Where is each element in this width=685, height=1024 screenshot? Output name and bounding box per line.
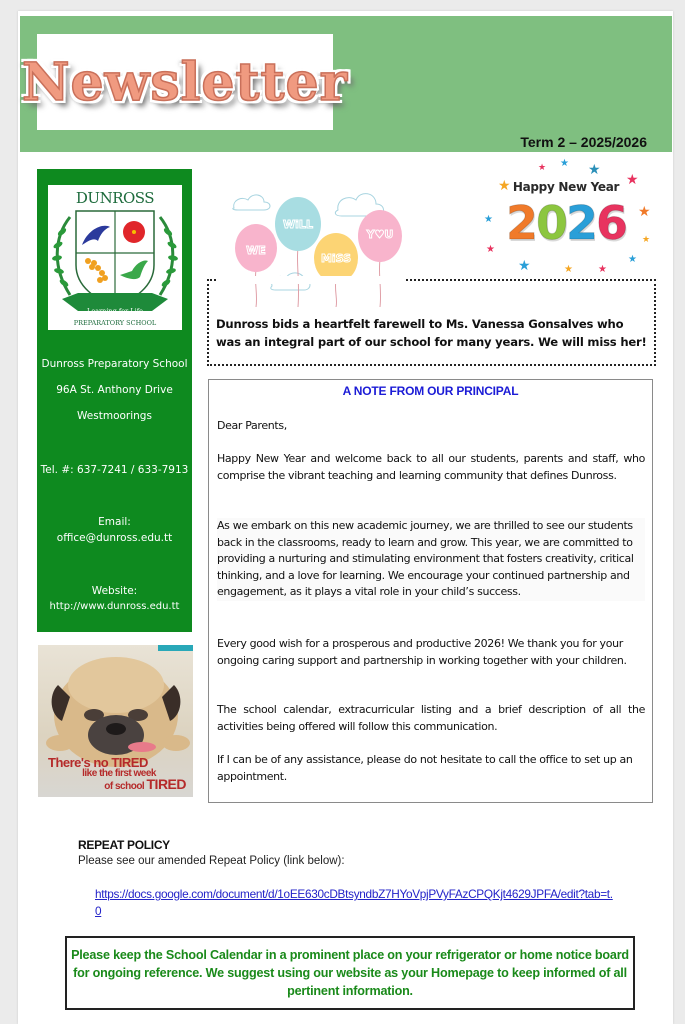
svg-text:★: ★ xyxy=(498,178,511,194)
balloon-word-2: WiLL xyxy=(283,218,313,231)
svg-text:★: ★ xyxy=(598,264,607,275)
svg-text:★: ★ xyxy=(628,254,637,265)
balloon-word-4: Y♥U xyxy=(366,228,394,241)
term-label: Term 2 – 2025/2026 xyxy=(520,134,647,150)
happy-new-year-graphic xyxy=(478,152,654,278)
school-info-sidebar xyxy=(37,169,192,632)
paragraph-5: If I can be of any assistance, please do not hesitate to call the office to set up an appointment. xyxy=(217,753,633,783)
pug-caption xyxy=(46,757,186,792)
crest-shield-icon xyxy=(48,207,182,317)
svg-text:★: ★ xyxy=(518,258,531,274)
email-label: Email: xyxy=(98,516,131,528)
svg-text:★: ★ xyxy=(486,244,495,255)
address-line-1: 96A St. Anthony Drive xyxy=(56,384,173,396)
school-crest-logo xyxy=(48,185,182,330)
pug-meme-image xyxy=(38,645,193,797)
calendar-notice-box xyxy=(65,936,635,1010)
principal-note-box xyxy=(208,379,653,803)
svg-text:★: ★ xyxy=(638,204,651,220)
website-link[interactable]: http://www.dunross.edu.tt xyxy=(49,601,180,612)
paragraph-3: Every good wish for a prosperous and productive 2026! We thank you for your ongoing caring support and partnership in working together with your children. xyxy=(217,637,627,667)
balloon-word-3: MiSS xyxy=(320,252,352,265)
newsletter-logo xyxy=(22,34,349,130)
website-label: Website: xyxy=(91,585,138,597)
svg-text:★: ★ xyxy=(538,163,547,173)
svg-text:★: ★ xyxy=(560,158,569,169)
principal-note-title: A NOTE FROM OUR PRINCIPAL xyxy=(342,384,519,398)
pug-caption-line-3: of school TIRED xyxy=(104,776,186,792)
repeat-policy-title: REPEAT POLICY xyxy=(78,838,170,852)
repeat-policy-description: Please see our amended Repeat Policy (link below): xyxy=(78,855,345,867)
crest-title: DUNROSS xyxy=(75,189,155,207)
pug-caption-line-2: like the first week xyxy=(82,768,156,779)
paragraph-2: As we embark on this new academic journey, we are thrilled to see our students back in the classrooms, ready to learn and grow. This year, we are committed to providing a nurturing and stimulating environment that fosters creativity, critical thinking, and a love for learning. We encourage your continued partnership and engagement, as it plays a vital role in your child’s success. xyxy=(217,518,645,601)
paragraph-1: Happy New Year and welcome back to all our students, parents and staff, who comprise the vibrant teaching and learning community that defines Dunross. xyxy=(217,452,645,482)
calendar-notice-text: Please keep the School Calendar in a prominent place on your refrigerator or home notice board for ongoing reference. We suggest using our website as your Homepage to keep informed of all pertinent information. xyxy=(71,948,629,998)
address-line-2: Westmoorings xyxy=(77,410,152,422)
email-link[interactable]: office@dunross.edu.tt xyxy=(56,532,173,544)
svg-text:★: ★ xyxy=(564,264,573,275)
newsletter-logo-text: Newsletter xyxy=(22,51,349,113)
farewell-message: Dunross bids a heartfelt farewell to Ms. Vanessa Gonsalves who was an integral part of our school for many years. We will miss her! xyxy=(216,317,647,349)
balloon-word-1: WE xyxy=(246,244,266,257)
repeat-policy-link[interactable]: https://docs.google.com/document/d/1oEE630cDBtsyndbZ7HYoVpjPVyFAzCPQKjt4629JPFA/edit?tab=t.0 xyxy=(95,887,613,918)
svg-text:★: ★ xyxy=(642,235,651,245)
crest-motto: Learning for Life xyxy=(87,307,143,315)
happy-new-year-text: Happy New Year xyxy=(512,180,620,194)
pug-caption-line-1: There's no TIRED xyxy=(48,755,148,770)
school-name: Dunross Preparatory School xyxy=(41,358,188,370)
svg-text:★: ★ xyxy=(484,214,493,225)
farewell-border-gap xyxy=(216,276,406,284)
telephone: Tel. #: 637-7241 / 633-7913 xyxy=(40,464,189,476)
svg-text:★: ★ xyxy=(588,162,601,178)
year-2026: 2026 xyxy=(505,196,627,250)
salutation: Dear Parents, xyxy=(217,419,287,432)
paragraph-4: The school calendar, extracurricular listing and a brief description of all the activities being offered will follow this communication. xyxy=(217,703,645,733)
svg-text:★: ★ xyxy=(626,172,639,188)
crest-subtitle: PREPARATORY SCHOOL xyxy=(73,319,157,327)
